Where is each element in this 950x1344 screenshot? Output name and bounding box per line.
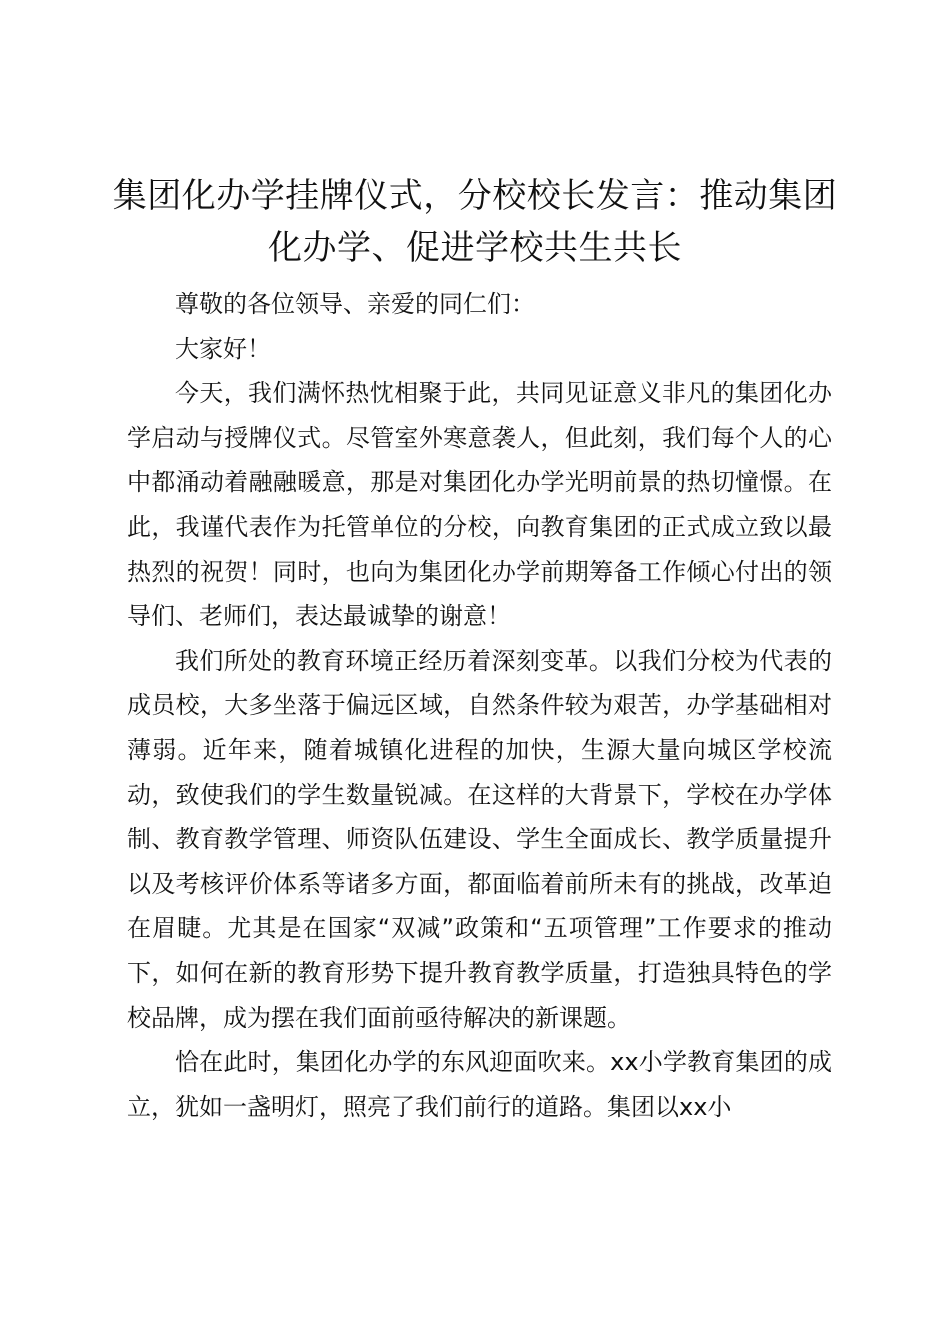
greeting: 大家好！ — [175, 334, 271, 363]
paragraph: 恰在此时，集团化办学的东风迎面吹来。xx小学教育集团的成立，犹如一盏明灯，照亮了我们前行的道路。集团以xx小 — [127, 1048, 832, 1121]
paragraph: 我们所处的教育环境正经历着深刻变革。以我们分校为代表的成员校，大多坐落于偏远区域，自然条件较为艰苦，办学基础相对薄弱。近年来，随着城镇化进程的加快，生源大量向城区学校流动，致使我们的学生数量锐减。在这样的大背景下，学校在办学体制、教育教学管理、师资队伍建设、学生全面成长、教学质量提升以及考核评价体系等诸多方面，都面临着前所未有的挑战，改革迫在眉睫。尤其是在国家“双减”政策和“五项管理”工作要求的推动下，如何在新的教育形势下提升教育教学质量，打造独具特色的学校品牌，成为摆在我们面前亟待解决的新课题。 — [127, 646, 832, 1032]
document-title: 集团化办学挂牌仪式，分校校长发言：推动集团化办学、促进学校共生共长 — [112, 176, 838, 268]
paragraph: 今天，我们满怀热忱相聚于此，共同见证意义非凡的集团化办学启动与授牌仪式。尽管室外寒意袭人，但此刻，我们每个人的心中都涌动着融融暖意，那是对集团化办学光明前景的热切憧憬。在此，我谨代表作为托管单位的分校，向教育集团的正式成立致以最热烈的祝贺！同时，也向为集团化办学前期筹备工作倾心付出的领导们、老师们，表达最诚挚的谢意！ — [127, 379, 832, 631]
salutation: 尊敬的各位领导、亲爱的同仁们： — [175, 290, 535, 318]
document-body — [127, 282, 832, 1129]
